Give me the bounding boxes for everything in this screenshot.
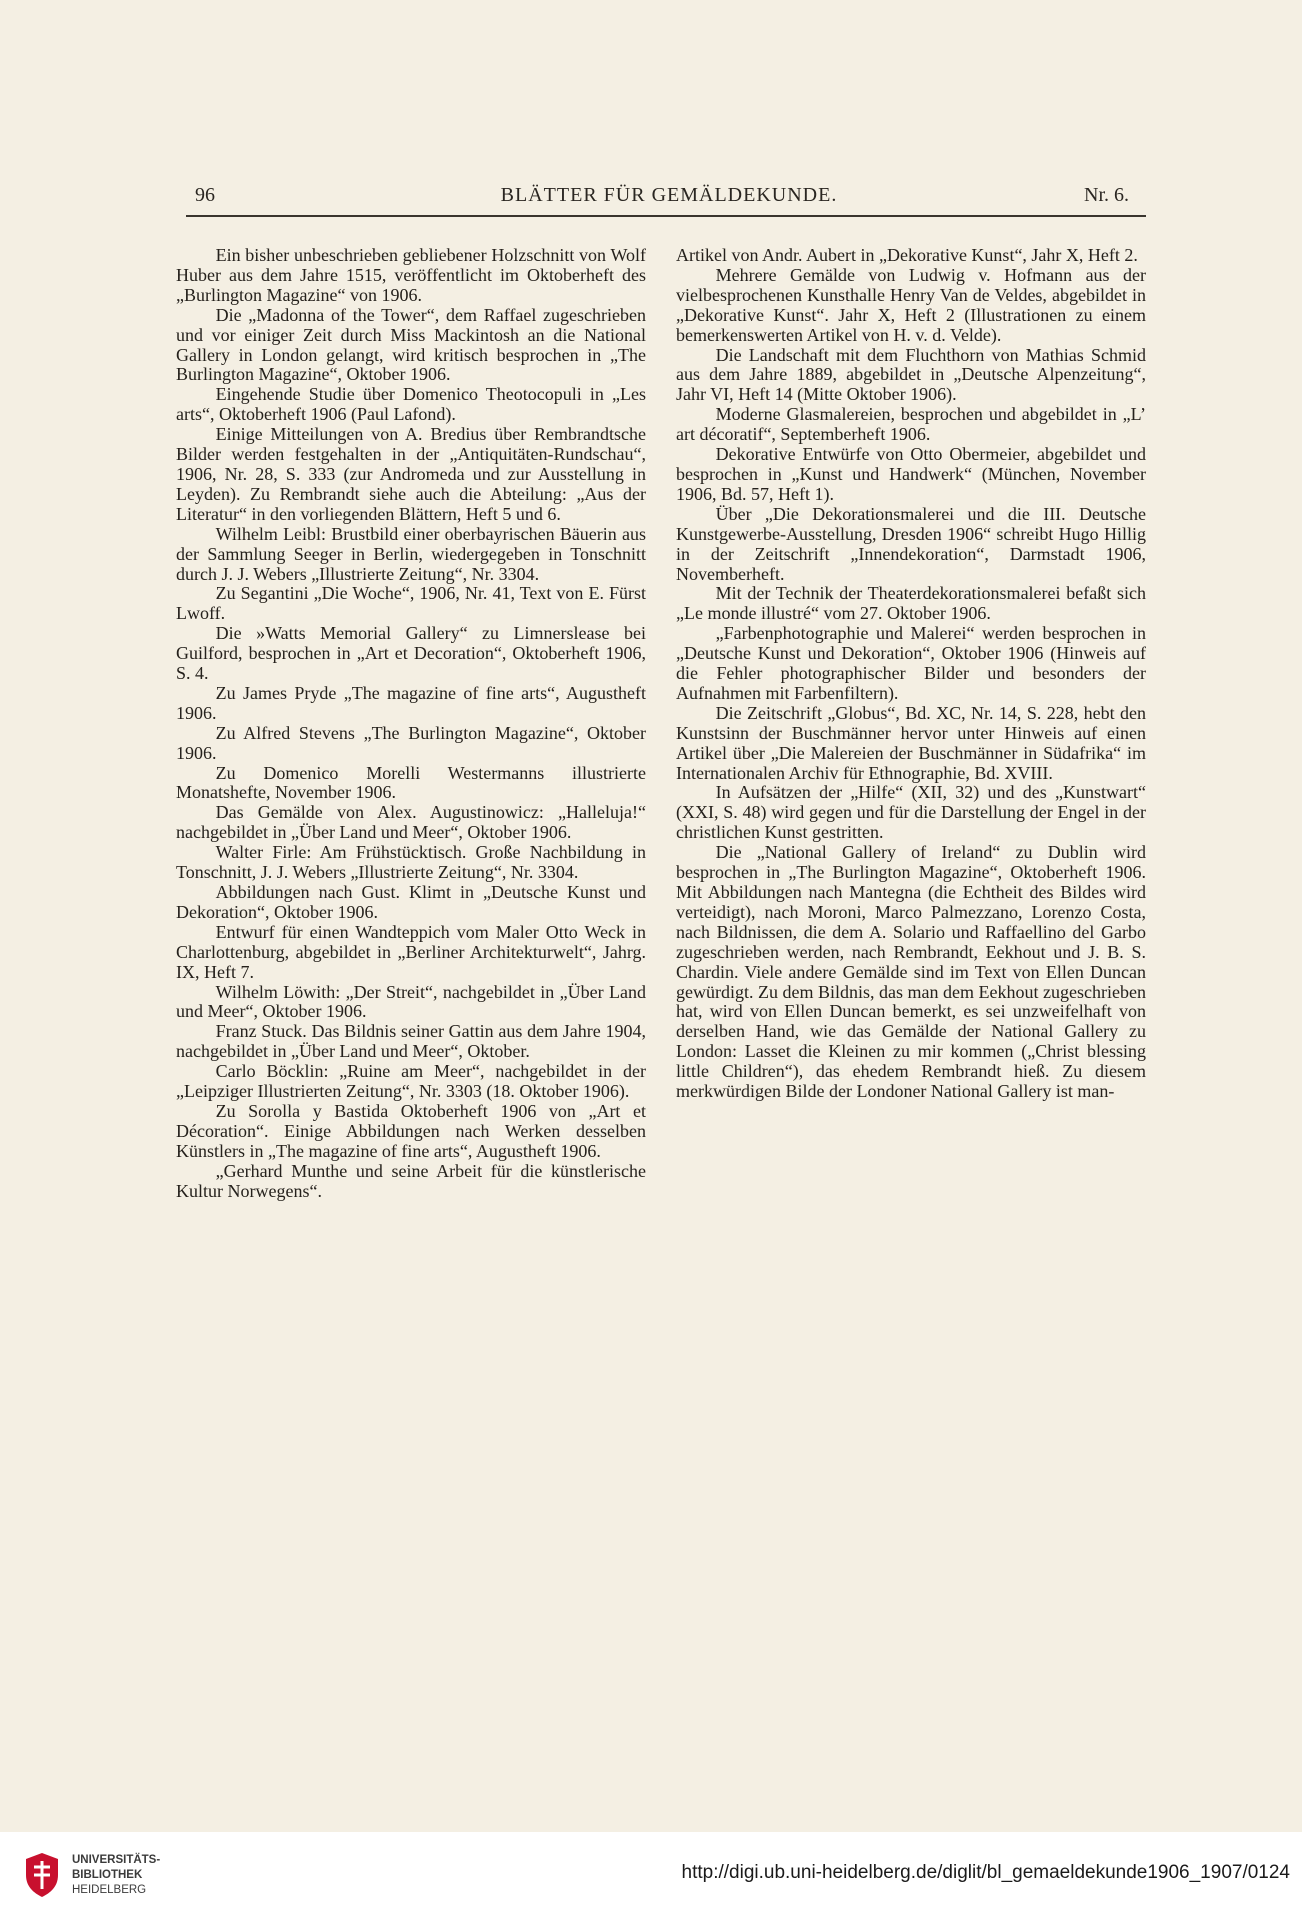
header-rule bbox=[186, 215, 1146, 217]
library-line-2: BIBLIOTHEK bbox=[72, 1869, 143, 1881]
paragraph: Zu James Pryde „The magazine of fine arts“, Augustheft 1906. bbox=[176, 682, 646, 723]
paragraph: Mit der Technik der Theaterdekorationsmalerei befaßt sich „Le monde illustré“ vom 27. Oktober 1906. bbox=[676, 583, 1146, 624]
library-line-3: HEIDELBERG bbox=[72, 1884, 147, 1896]
paragraph: Zu Segantini „Die Woche“, 1906, Nr. 41, Text von E. Fürst Lwoff. bbox=[176, 583, 646, 624]
library-name bbox=[72, 1853, 160, 1898]
paragraph: Mehrere Gemälde von Ludwig v. Hofmann aus der vielbesprochenen Kunsthalle Henry Van de Veldes, abgebildet in „Dekorative Kunst“. Jahr X, Heft 2 (Illustrationen zu einem bemerkenswerten Artikel von H. v. d. Velde). bbox=[676, 264, 1146, 345]
journal-title: BLÄTTER FÜR GEMÄLDEKUNDE. bbox=[500, 184, 838, 206]
paragraph: „Farbenphotographie und Malerei“ werden besprochen in „Deutsche Kunst und Dekoration“, Oktober 1906 (Hinweis auf die Fehler photographischer Bilder und besonders der Aufnahmen mit Farbenfiltern). bbox=[676, 623, 1146, 703]
paragraph: In Aufsätzen der „Hilfe“ (XII, 32) und des „Kunstwart“ (XXI, S. 48) wird gegen und für die Darstellung der Engel in der christlichen Kunst gestritten. bbox=[676, 782, 1146, 843]
paragraph: Ein bisher unbeschrieben gebliebener Holzschnitt von Wolf Huber aus dem Jahre 1515, veröffentlicht im Oktoberheft des „Burlington Magazine“ von 1906. bbox=[176, 245, 646, 305]
left-column bbox=[176, 246, 646, 1202]
paragraph: Dekorative Entwürfe von Otto Obermeier, abgebildet und besprochen in „Kunst und Handwerk“ (München, November 1906, Bd. 57, Heft 1). bbox=[676, 444, 1146, 504]
paragraph: Wilhelm Leibl: Brustbild einer oberbayrischen Bäuerin aus der Sammlung Seeger in Berlin, wiedergegeben in Tonschnitt durch J. J. Webers „Illustrierte Zeitung“, Nr. 3304. bbox=[176, 523, 646, 584]
paragraph: Franz Stuck. Das Bildnis seiner Gattin aus dem Jahre 1904, nachgebildet in „Über Land und Meer“, Oktober. bbox=[176, 1021, 646, 1062]
paragraph: Die Landschaft mit dem Fluchthorn von Mathias Schmid aus dem Jahre 1889, abgebildet in „Deutsche Alpenzeitung“, Jahr VI, Heft 14 (Mitte Oktober 1906). bbox=[676, 344, 1146, 405]
paragraph: Die Zeitschrift „Globus“, Bd. XC, Nr. 14, S. 228, hebt den Kunstsinn der Buschmänner hervor unter Hinweis auf einen Artikel über „Die Malereien der Buschmänner in Südafrika“ im Internationalen Archiv für Ethnographie, Bd. XVIII. bbox=[676, 702, 1146, 783]
source-url-link[interactable]: http://digi.ub.uni-heidelberg.de/diglit/bl_gemaeldekunde1906_1907/0124 bbox=[681, 1862, 1290, 1883]
paragraph: Zu Sorolla y Bastida Oktoberheft 1906 von „Art et Décoration“. Einige Abbildungen nach Werken desselben Künstlers in „The magazine of fine arts“, Augustheft 1906. bbox=[176, 1100, 646, 1161]
paragraph: Über „Die Dekorationsmalerei und die III. Deutsche Kunstgewerbe-Ausstellung, Dresden 1906“ schreibt Hugo Hillig in der Zeitschrift „Innendekoration“, Darmstadt 1906, Novemberheft. bbox=[676, 503, 1146, 584]
paragraph: Carlo Böcklin: „Ruine am Meer“, nachgebildet in der „Leipziger Illustrierten Zeitung“, Nr. 3303 (18. Oktober 1906). bbox=[176, 1061, 646, 1102]
paragraph: Das Gemälde von Alex. Augustinowicz: „Halleluja!“ nachgebildet in „Über Land und Meer“, Oktober 1906. bbox=[176, 802, 646, 843]
paragraph: „Gerhard Munthe und seine Arbeit für die künstlerische Kultur Norwegens“. bbox=[176, 1160, 646, 1201]
paragraph: Einige Mitteilungen von A. Bredius über Rembrandtsche Bilder werden festgehalten in der „Antiquitäten-Rundschau“, 1906, Nr. 28, S. 333 (zur Andromeda und zur Ausstellung in Leyden). Zu Rembrandt siehe auch die Abteilung: „Aus der Literatur“ in den vorliegenden Blättern, Heft 5 und 6. bbox=[176, 424, 646, 524]
paragraph: Entwurf für einen Wandteppich vom Maler Otto Weck in Charlottenburg, abgebildet in „Berliner Architekturwelt“, Jahrg. IX, Heft 7. bbox=[176, 921, 646, 982]
paragraph: Artikel von Andr. Aubert in „Dekorative Kunst“, Jahr X, Heft 2. bbox=[676, 245, 1138, 265]
library-line-1: UNIVERSITÄTS- bbox=[72, 1854, 161, 1866]
paragraph: Eingehende Studie über Domenico Theotocopuli in „Les arts“, Oktoberheft 1906 (Paul Lafond). bbox=[176, 384, 646, 425]
paragraph: Zu Domenico Morelli Westermanns illustrierte Monatshefte, November 1906. bbox=[176, 762, 646, 803]
paragraph: Walter Firle: Am Frühstücktisch. Große Nachbildung in Tonschnitt, J. J. Webers „Illustrierte Zeitung“, Nr. 3304. bbox=[176, 842, 646, 883]
library-footer bbox=[0, 1832, 1302, 1924]
paragraph: Wilhelm Löwith: „Der Streit“, nachgebildet in „Über Land und Meer“, Oktober 1906. bbox=[176, 981, 646, 1022]
issue-number: Nr. 6. bbox=[1084, 184, 1129, 206]
paragraph: Die »Watts Memorial Gallery“ zu Limnerslease bei Guilford, besprochen in „Art et Decoration“, Oktoberheft 1906, S. 4. bbox=[176, 623, 646, 684]
paragraph: Die „Madonna of the Tower“, dem Raffael zugeschrieben und vor einiger Zeit durch Miss Mackintosh an die National Gallery in London gelangt, wird kritisch besprochen in „The Burlington Magazine“, Oktober 1906. bbox=[176, 304, 646, 385]
paragraph: Die „National Gallery of Ireland“ zu Dublin wird besprochen in „The Burlington Magazine“, Oktoberheft 1906. Mit Abbildungen nach Mantegna (die Echtheit des Bildes wird verteidigt), nach Moroni, Marco Palmezzano, Lorenzo Costa, nach Bildnissen, die dem A. Solario und Raffaellino del Garbo zugeschrieben werden, nach Rembrandt, Eekhout und J. B. S. Chardin. Viele andere Gemälde sind im Text von Ellen Duncan gewürdigt. Zu dem Bildnis, das man dem Eekhout zugeschrieben hat, wird von Ellen Duncan bemerkt, es sei unzweifelhaft von derselben Hand, wie das Gemälde der National Gallery zu London: Lasset die Kleinen zu mir kommen („Christ blessing little Children“), das ehedem Rembrandt hieß. Zu diesem merkwürdigen Bilde der Londoner National Gallery ist man- bbox=[676, 842, 1146, 1102]
university-seal-icon bbox=[22, 1851, 62, 1899]
running-header bbox=[195, 180, 1143, 212]
paragraph: Zu Alfred Stevens „The Burlington Magazine“, Oktober 1906. bbox=[176, 722, 646, 763]
paragraph: Abbildungen nach Gust. Klimt in „Deutsche Kunst und Dekoration“, Oktober 1906. bbox=[176, 882, 646, 922]
right-column bbox=[676, 246, 1146, 1102]
paragraph: Moderne Glasmalereien, besprochen und abgebildet in „L’ art décoratif“, Septemberheft 1906. bbox=[676, 404, 1146, 445]
page-number: 96 bbox=[195, 184, 215, 206]
